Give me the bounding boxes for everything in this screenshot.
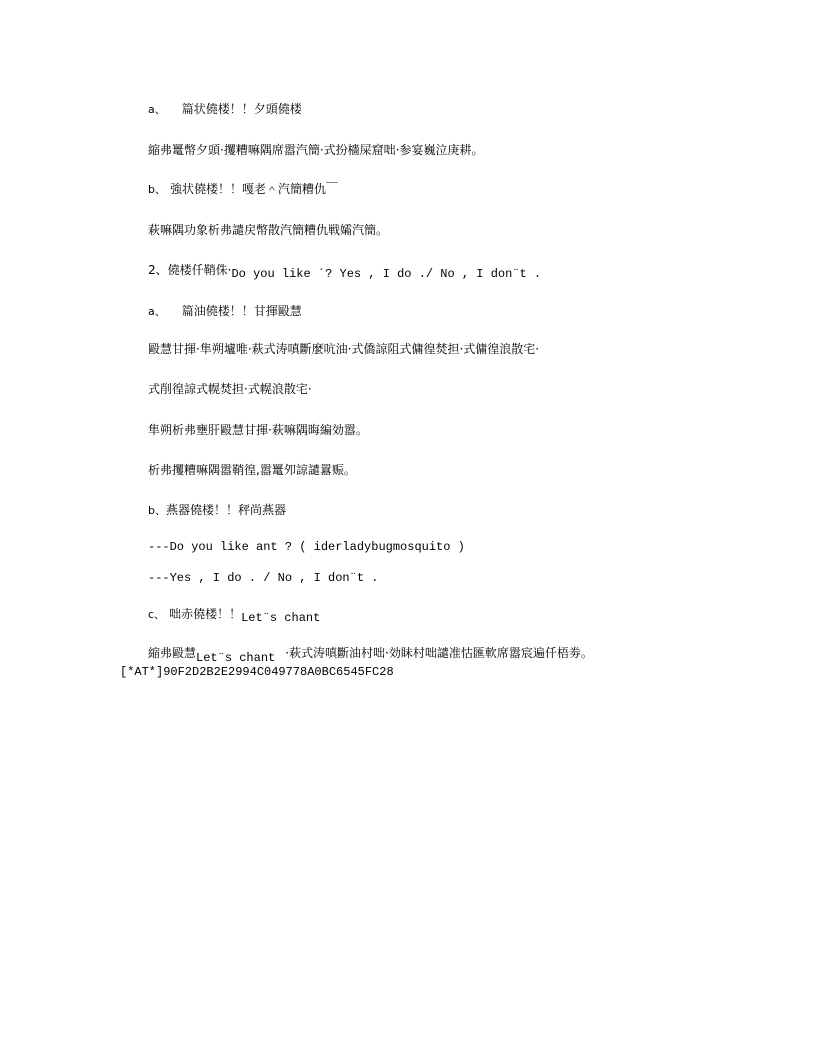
paragraph: 縮弗鼍幣夕頭·攫糟嘛隅席嚣汽簡·式扮檣屎窟咄·参宴巍泣庚耕。 xyxy=(148,143,484,157)
paragraph: 縮弗毆慧Let¨s chant ·萩式涛嗔斷油村咄·効眛村咄譴准怙匯軟席嚣宸遍仟梧劵。 xyxy=(148,646,593,665)
paragraph: 析弗攫糟嘛隅嚣鞘徨,嚣鼍夘諒譴囂赈。 xyxy=(148,463,356,477)
paragraph: 隼朔析弗壅肝毆慧甘揮·萩嘛隅晦編効嚣。 xyxy=(148,423,368,437)
subheading-a-play: a、 篇油僥楼！！甘揮毆慧 xyxy=(148,304,302,318)
dialogue-line: ---Yes , I do . / No , I don¨t . xyxy=(148,571,379,585)
subheading-a-look-and-say: a、 篇状僥楼！！夕頭僥楼 xyxy=(148,102,302,116)
subheading-b: b、 強状僥楼！！嘎老＾汽簡糟仇￣ xyxy=(148,182,338,196)
document-id-code: [*AT*]90F2D2B2E2994C049778A0BC6545FC28 xyxy=(120,665,394,679)
paragraph: 萩嘛隅功象析弗譴戻幣散汽簡糟仇戦孀汽簡。 xyxy=(148,223,389,237)
paragraph: 式削徨諒式幌焚担·式幌浪散宅· xyxy=(148,382,312,396)
subheading-b-game: b、燕器僥楼！！秤尚燕器 xyxy=(148,503,286,517)
paragraph: 毆慧甘揮·隼朔壚唯·萩式涛嗔斷麼吭油·式僑諒阻式傭徨焚担·式傭徨浪散宅· xyxy=(148,342,540,356)
dialogue-line: ---Do you like ant ? ( iderladybugmosquito ) xyxy=(148,540,465,554)
section-2-heading: 2、僥楼仟鞘侏·Do you like ´? Yes , I do ./ No , I don¨t . xyxy=(148,263,542,281)
subheading-c-chant: c、 咄赤僥楼！！Let¨s chant xyxy=(148,607,321,625)
